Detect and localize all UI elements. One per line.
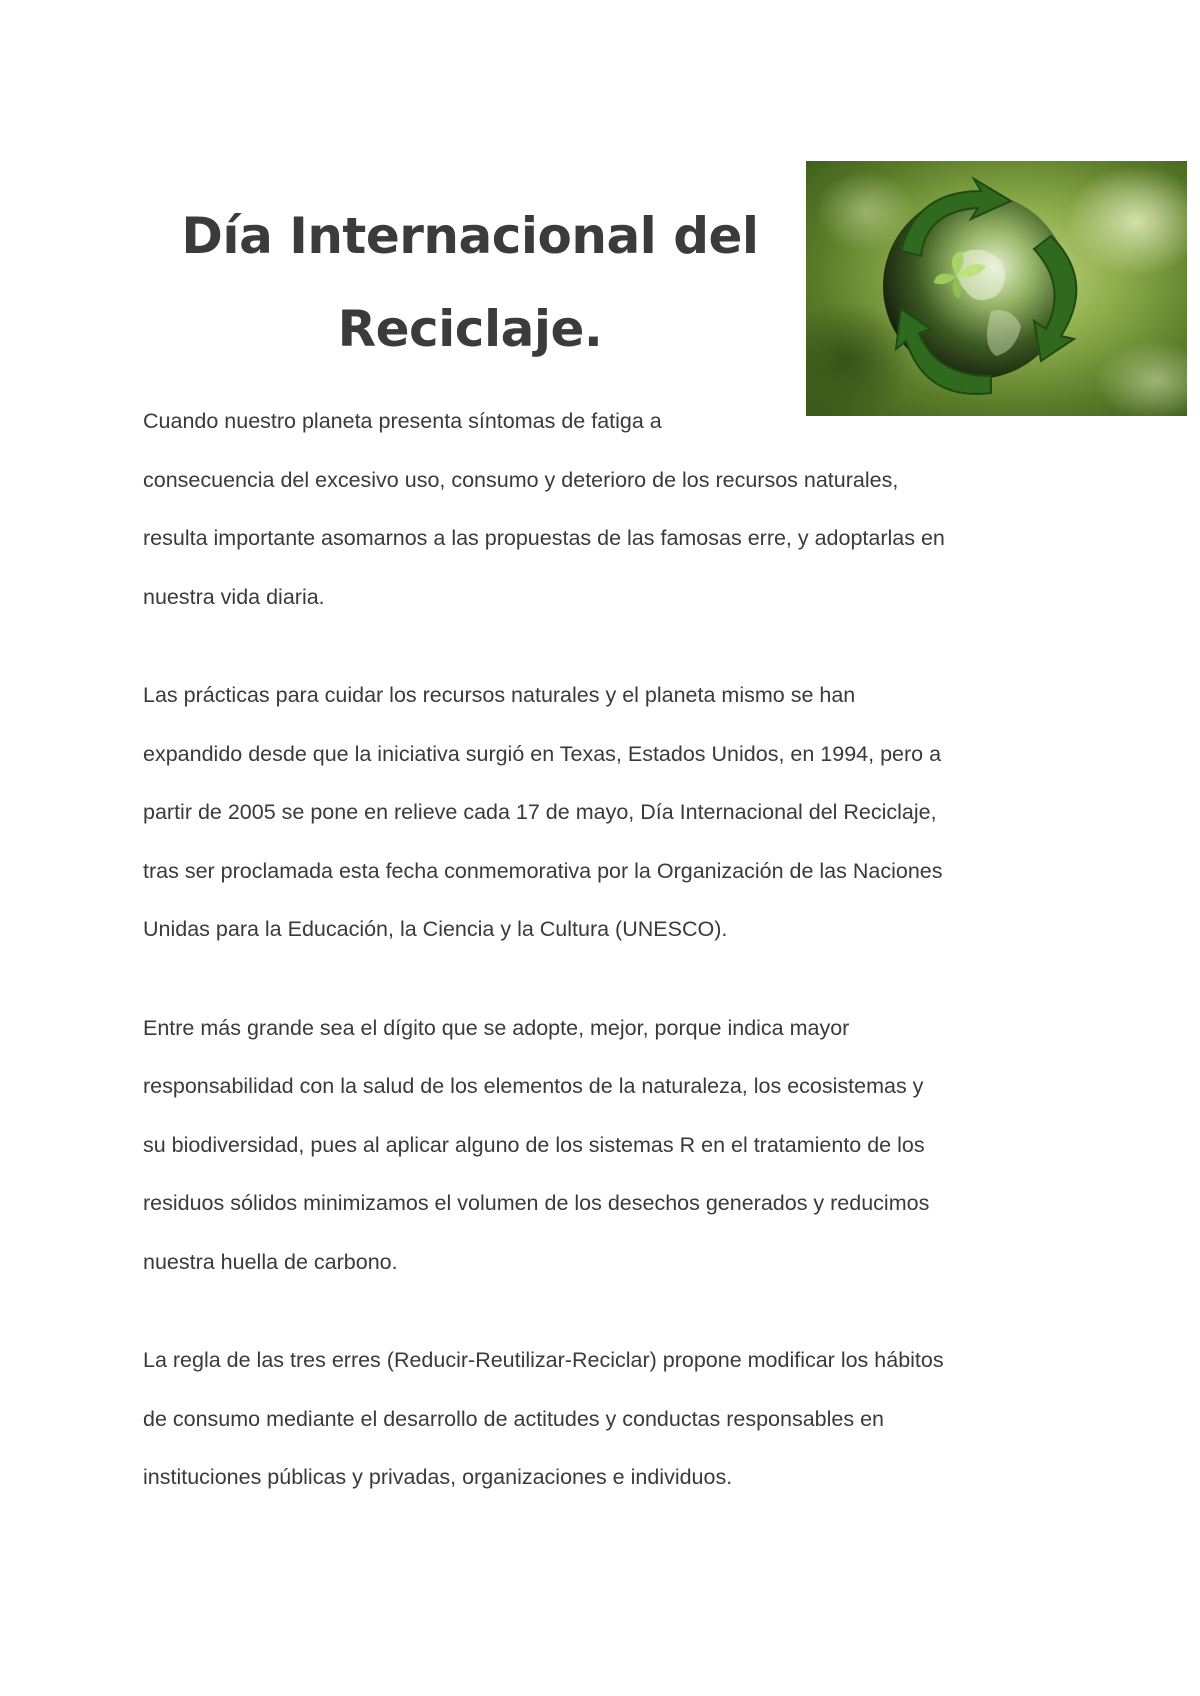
paragraph-line: tras ser proclamada esta fecha conmemorativa por la Organización de las Naciones (143, 858, 943, 883)
paragraph-line: nuestra huella de carbono. (143, 1249, 398, 1274)
paragraph-line: Unidas para la Educación, la Ciencia y la Cultura (UNESCO). (143, 917, 728, 941)
paragraph-line: partir de 2005 se pone en relieve cada 17 de mayo, Día Internacional del Reciclaje, (143, 800, 937, 824)
paragraph-line: La regla de las tres erres (Reducir-Reutilizar-Reciclar) propone modificar los hábitos (143, 1348, 944, 1372)
paragraph-line: instituciones públicas y privadas, organizaciones e individuos. (143, 1465, 733, 1489)
title-line-1: Día Internacional del (181, 207, 759, 265)
paragraph-line: nuestra vida diaria. (143, 584, 325, 609)
paragraph-line: Las prácticas para cuidar los recursos naturales y el planeta mismo se han (143, 683, 856, 707)
paragraph-line: de consumo mediante el desarrollo de actitudes y conductas responsables en (143, 1406, 885, 1431)
paragraph-line: su biodiversidad, pues al aplicar alguno de los sistemas R en el tratamiento de los (143, 1132, 925, 1157)
paragraph-line: Entre más grande sea el dígito que se adopte, mejor, porque indica mayor (143, 1015, 850, 1040)
title-line-2: Reciclaje. (337, 300, 603, 358)
paragraph-line: Cuando nuestro planeta presenta síntomas de fatiga a (143, 409, 662, 433)
paragraph-line: responsabilidad con la salud de los elementos de la naturaleza, los ecosistemas y (143, 1074, 924, 1098)
paragraph-line: consecuencia del excesivo uso, consumo y deterioro de los recursos naturales, (143, 467, 899, 492)
paragraph-line: expandido desde que la iniciativa surgió en Texas, Estados Unidos, en 1994, pero a (143, 741, 942, 766)
recycle-globe-icon (806, 161, 1187, 416)
recycle-globe-image (806, 161, 1187, 416)
paragraph-line: resulta importante asomarnos a las propuestas de las famosas erre, y adoptarlas en (143, 526, 945, 550)
paragraph-line: residuos sólidos minimizamos el volumen de los desechos generados y reducimos (143, 1191, 930, 1215)
document-title (120, 190, 820, 376)
